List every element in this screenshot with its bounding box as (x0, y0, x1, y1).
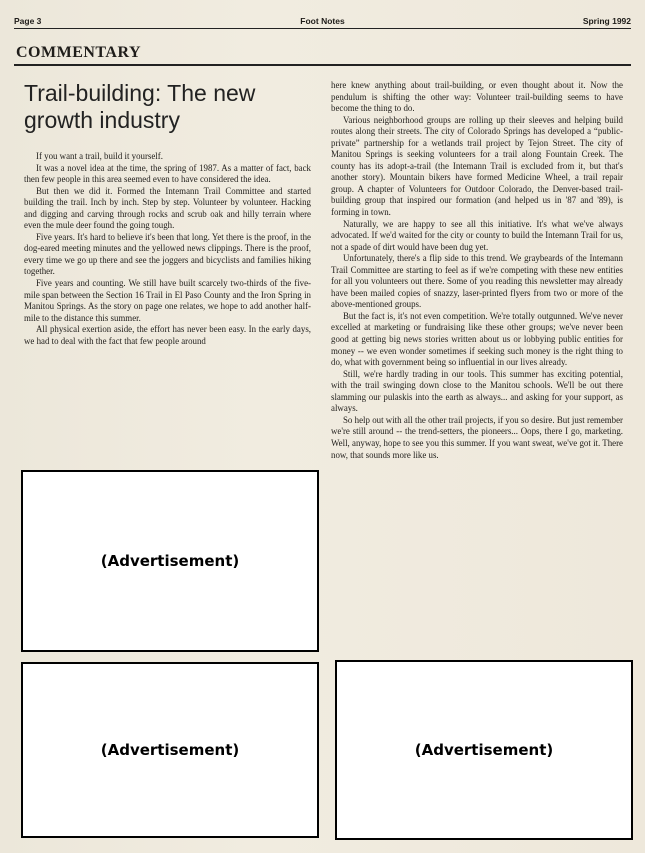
publication-name: Foot Notes (300, 16, 345, 26)
paragraph: So help out with all the other trail projects, if you so desire. But just remember we're still around -- the trend-setters, the pioneers... Oops, there I go, marketing. Well, anyway, hope to see you this summer. If you want sweat, we've got it. There now, that sounds more like us. (331, 414, 623, 460)
page-header (14, 14, 631, 28)
paragraph: All physical exertion aside, the effort has never been easy. In the early days, we had to deal with the fact that few people around (24, 324, 311, 346)
paragraph: Various neighborhood groups are rolling up their sleeves and helping build routes along their streets. The city of Colorado Springs has developed a “public-private” partnership for a wetlands trail project by Tejon Street. The city of Manitou Springs is seeking volunteers for a trail along Fountain Creek. The county has its adopt-a-trail (the Intemann Trail is excluded from it, but that's another story). Mountain bikers have formed Medicine Wheel, a trail repair group. A chapter of Volunteers for Outdoor Colorado, the Denver-based trail-building group that inspired our formation (and helped us in '87 and '89), is forming in town. (331, 114, 623, 218)
paragraph: It was a novel idea at the time, the spring of 1987. As a matter of fact, back then few people in this area seemed even to have considered the idea. (24, 162, 311, 185)
advertisement-box (21, 662, 319, 838)
paragraph: Still, we're hardly trading in our tools. This summer has exciting potential, with the trail swinging down close to the Manitou schools. We'll be out there slamming our pulaskis into the earth as always... and asking for your support, as always. (331, 368, 623, 414)
advertisement-label: (Advertisement) (100, 741, 240, 759)
header-rule (14, 28, 631, 29)
paragraph: Five years and counting. We still have built scarcely two-thirds of the five-mile span between the Section 16 Trail in El Paso County and the Iron Spring in Manitou Springs. As the story on page one relates, we hope to add another half-mile to the distance this summer. (24, 278, 311, 323)
advertisement-label: (Advertisement) (414, 741, 554, 759)
paragraph: If you want a trail, build it yourself. (36, 151, 163, 161)
paragraph: But then we did it. Formed the Intemann Trail Committee and started building the trail. Inch by inch. Step by step. Volunteer by volunteer. Hacking and digging and carving through rocks and scrub oak and hilly terrain where even the mule deer found the going tough. (24, 185, 311, 231)
paragraph: here knew anything about trail-building, or even thought about it. Now the pendulum is shifting the other way: Volunteer trail-building seems to have become the thing to do. (331, 80, 623, 114)
article-column-left (24, 151, 311, 347)
article-headline: Trail-building: The new growth industry (24, 80, 256, 133)
advertisement-box (335, 660, 633, 840)
page-number: Page 3 (14, 16, 42, 26)
advertisement-label: (Advertisement) (100, 552, 240, 570)
paragraph: Unfortunately, there's a flip side to this trend. We graybeards of the Intemann Trail Committee are starting to feel as if we're competing with these new entities for all you volunteers out there. Some of you reading this newsletter may already have been mailed copies of snazzy, laser-printed flyers from two or more of the above-mentioned groups. (331, 253, 623, 310)
paragraph: But the fact is, it's not even competition. We're totally outgunned. We've never excelled at marketing or fundraising like these other groups; we've never been good at getting big news stories written about us or lobbying public entities for money -- we even wonder sometimes if seeking such money is the right thing to do, what with government being so influential in our lives already. (331, 310, 623, 368)
section-title: COMMENTARY (16, 44, 142, 61)
advertisement-box (21, 470, 319, 652)
article-column-right (331, 80, 623, 461)
paragraph: Five years. It's hard to believe it's been that long. Yet there is the proof, in the dog-eared meeting minutes and the yellowed news clippings. There is the proof, every time we go up there and see the joggers and bicyclists and families hiking together. (24, 231, 311, 277)
paragraph: Naturally, we are happy to see all this initiative. It's what we've always advocated. If we'd waited for the city or county to build the Intemann Trail for us, not a spade of dirt would have been dug yet. (331, 218, 623, 252)
issue-date: Spring 1992 (582, 16, 631, 26)
section-rule (14, 64, 631, 66)
